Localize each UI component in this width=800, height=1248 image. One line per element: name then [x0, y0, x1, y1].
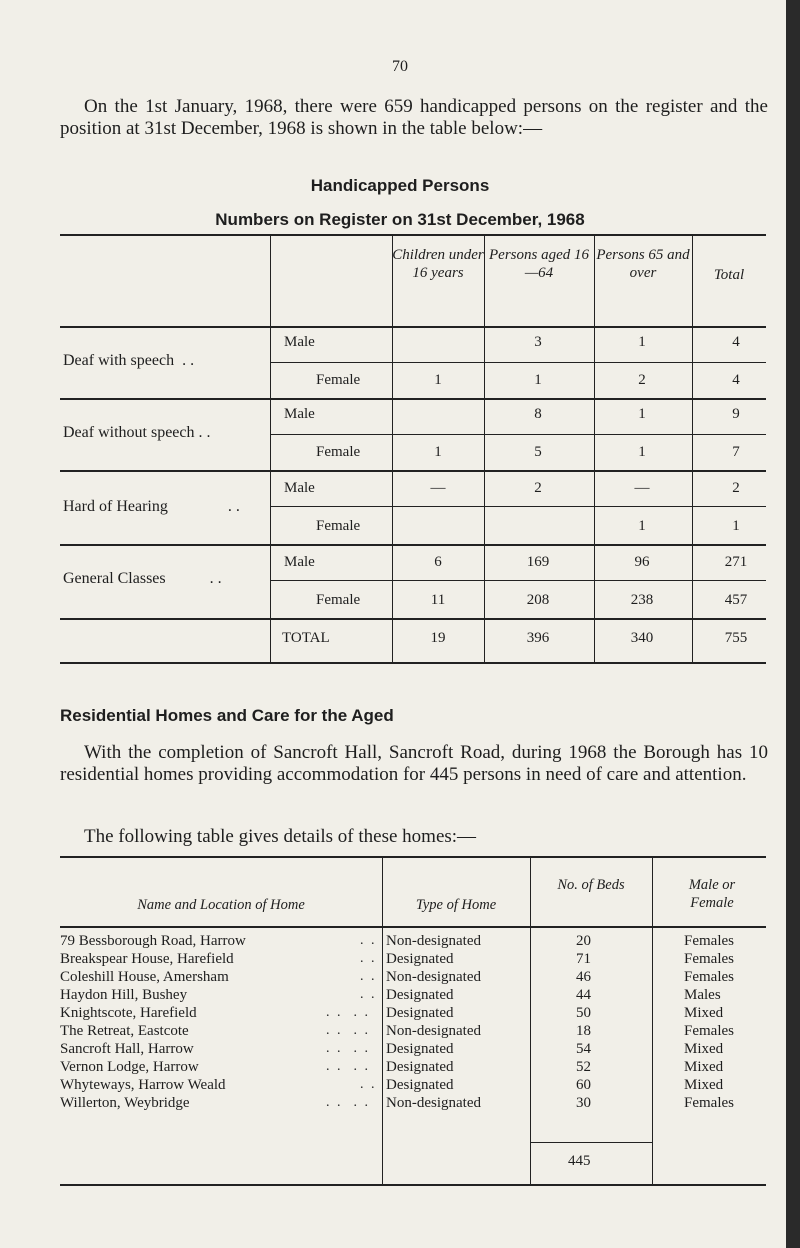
home-sex: Mixed: [684, 1077, 724, 1093]
cell: 1: [732, 518, 740, 534]
category-deaf-without-speech: Deaf without speech . .: [63, 424, 211, 441]
home-sex: Females: [684, 969, 734, 985]
cell: 11: [430, 592, 446, 608]
leader-dots: . .: [360, 987, 377, 1002]
col-header-total: Total: [713, 267, 745, 283]
home-beds: 52: [576, 1059, 591, 1075]
col-header-aged-16-64: Persons aged 16—64: [489, 247, 589, 281]
home-beds: 71: [576, 951, 591, 967]
home-sex: Mixed: [684, 1059, 724, 1075]
home-name: Whyteways, Harrow Weald: [60, 1077, 226, 1093]
home-sex: Mixed: [684, 1005, 724, 1021]
leader-dots: . .: [360, 951, 377, 966]
home-beds: 30: [576, 1095, 591, 1111]
home-beds: 54: [576, 1041, 591, 1057]
home-type: Non-designated: [386, 1095, 481, 1111]
leader-dots: . . . .: [326, 1059, 370, 1074]
home-beds: 18: [576, 1023, 591, 1039]
leader-dots: . .: [360, 969, 377, 984]
col-header-type: Type of Home: [415, 897, 497, 913]
residential-paragraph: With the completion of Sancroft Hall, Sancroft Road, during 1968 the Borough has 10 residential homes providing accommodation for 445 persons in need of care and attention.: [60, 742, 768, 785]
home-name: Vernon Lodge, Harrow: [60, 1059, 199, 1075]
category-general-classes: General Classes . .: [63, 570, 222, 587]
category-deaf-with-speech: Deaf with speech . .: [63, 352, 195, 369]
table1-title: Handicapped Persons: [310, 176, 490, 195]
row-sex-label: Male: [284, 334, 315, 350]
cell: 208: [526, 592, 550, 608]
cell: 1: [434, 372, 442, 388]
leader-dots: . . . .: [326, 1095, 370, 1110]
cell: 7: [732, 444, 740, 460]
home-type: Designated: [386, 987, 454, 1003]
cell: 457: [724, 592, 748, 608]
table-intro-paragraph: The following table gives details of these homes:—: [84, 826, 477, 847]
cell: 2: [732, 480, 740, 496]
home-name: Coleshill House, Amersham: [60, 969, 229, 985]
home-name: Willerton, Weybridge: [60, 1095, 190, 1111]
cell: 1: [434, 444, 442, 460]
cell: 2: [638, 372, 646, 388]
home-name: Haydon Hill, Bushey: [60, 987, 188, 1003]
row-sex-label: Male: [284, 480, 315, 496]
total-cell: 755: [724, 630, 748, 646]
row-sex-label: Male: [284, 554, 315, 570]
cell: 4: [732, 334, 740, 350]
home-type: Designated: [386, 951, 454, 967]
col-header-name: Name and Location of Home: [137, 897, 305, 913]
cell: 96: [634, 554, 650, 570]
leader-dots: . .: [360, 933, 377, 948]
home-type: Non-designated: [386, 933, 481, 949]
category-hard-of-hearing: Hard of Hearing . .: [63, 498, 240, 515]
home-sex: Mixed: [684, 1041, 724, 1057]
home-name: Knightscote, Harefield: [60, 1005, 197, 1021]
col-header-beds: No. of Beds: [557, 877, 625, 893]
handicapped-persons-table: [60, 234, 766, 664]
home-name: 79 Bessborough Road, Harrow: [60, 933, 246, 949]
cell: 1: [534, 372, 542, 388]
leader-dots: . .: [360, 1077, 377, 1092]
home-sex: Females: [684, 1023, 734, 1039]
cell: 2: [534, 480, 542, 496]
home-beds: 50: [576, 1005, 591, 1021]
leader-dots: . . . .: [326, 1023, 370, 1038]
col-header-sex: Male or Female: [688, 877, 736, 911]
home-beds: 20: [576, 933, 591, 949]
cell: 1: [638, 334, 646, 350]
home-beds: 46: [576, 969, 591, 985]
cell: 6: [434, 554, 442, 570]
home-sex: Females: [684, 1095, 734, 1111]
leader-dots: . . . .: [326, 1005, 370, 1020]
col-header-children: Children under 16 years: [392, 247, 484, 281]
leader-dots: . . . .: [326, 1041, 370, 1056]
row-sex-label: Female: [316, 372, 361, 388]
home-name: Sancroft Hall, Harrow: [60, 1041, 194, 1057]
cell: 1: [638, 406, 646, 422]
home-type: Non-designated: [386, 969, 481, 985]
row-sex-label: Female: [316, 518, 361, 534]
home-type: Non-designated: [386, 1023, 481, 1039]
total-cell: 19: [430, 630, 446, 646]
home-sex: Females: [684, 951, 734, 967]
home-sex: Males: [684, 987, 721, 1003]
row-sex-label: Female: [316, 592, 361, 608]
cell: 5: [534, 444, 542, 460]
home-beds: 60: [576, 1077, 591, 1093]
home-beds: 44: [576, 987, 591, 1003]
cell: 8: [534, 406, 542, 422]
home-name: The Retreat, Eastcote: [60, 1023, 189, 1039]
cell: 1: [638, 518, 646, 534]
cell: —: [634, 480, 650, 496]
home-type: Designated: [386, 1059, 454, 1075]
section-heading-residential-homes: Residential Homes and Care for the Aged: [60, 706, 394, 725]
home-sex: Females: [684, 933, 734, 949]
cell: 238: [630, 592, 654, 608]
cell: 9: [732, 406, 740, 422]
row-sex-label: Female: [316, 444, 361, 460]
table1-subtitle: Numbers on Register on 31st December, 1968: [215, 210, 585, 229]
total-beds: 445: [568, 1153, 591, 1169]
total-cell: 396: [526, 630, 550, 646]
residential-homes-table: [60, 856, 766, 1186]
cell: 4: [732, 372, 740, 388]
total-label: TOTAL: [282, 630, 330, 646]
total-cell: 340: [630, 630, 654, 646]
home-type: Designated: [386, 1041, 454, 1057]
cell: —: [430, 480, 446, 496]
cell: 3: [534, 334, 542, 350]
home-type: Designated: [386, 1005, 454, 1021]
home-name: Breakspear House, Harefield: [60, 951, 234, 967]
intro-paragraph: On the 1st January, 1968, there were 659 handicapped persons on the register and the position at 31st December, 1968 is shown in the table below:—: [60, 96, 768, 139]
home-type: Designated: [386, 1077, 454, 1093]
cell: 169: [526, 554, 550, 570]
col-header-65-over: Persons 65 and over: [596, 247, 690, 281]
cell: 271: [724, 554, 748, 570]
row-sex-label: Male: [284, 406, 315, 422]
cell: 1: [638, 444, 646, 460]
page-number: 70: [392, 58, 408, 75]
